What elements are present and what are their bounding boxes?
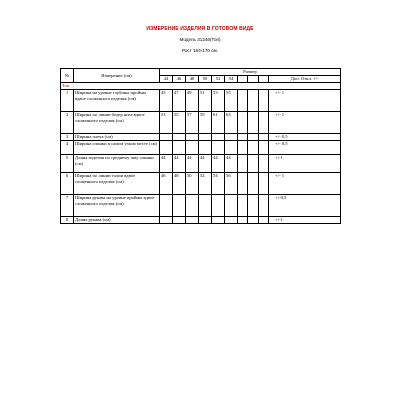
measurement-value-cell xyxy=(212,134,225,141)
measurement-name-cell: Ширина спинки в самом узком месте (см) xyxy=(74,141,160,155)
blank-cell xyxy=(258,155,268,173)
section-label: Топ xyxy=(61,83,341,90)
measurement-value-cell xyxy=(185,217,198,224)
measurement-value-cell: 44 xyxy=(185,155,198,173)
measurement-value-cell xyxy=(212,141,225,155)
measurement-value-cell: 50 xyxy=(185,173,198,195)
blank-cell xyxy=(238,90,248,112)
table-header-row xyxy=(61,69,341,76)
blank-cell xyxy=(248,134,258,141)
tolerance-cell: +/- 0,5 xyxy=(269,134,341,141)
measurement-value-cell: 44 xyxy=(225,155,238,173)
measurement-value-cell: 54 xyxy=(212,173,225,195)
measurement-value-cell xyxy=(172,195,185,217)
blank-header xyxy=(258,76,268,83)
measurement-name-cell: Длина рукава (см) xyxy=(74,217,160,224)
measurement-value-cell: 52 xyxy=(199,173,212,195)
tolerance-cell: +/-1 xyxy=(269,155,341,173)
blank-cell xyxy=(248,141,258,155)
measurement-value-cell: 51 xyxy=(199,90,212,112)
column-header-tolerance: Доп. Откл. +/- xyxy=(269,76,341,83)
measurement-name-cell: Ширина рукава на уровне проймы вдвое сложенного изделия (см) xyxy=(74,195,160,217)
blank-cell xyxy=(238,134,248,141)
measurement-name-cell: Ширина по линии бедер низа вдвое сложенного изделия (см) xyxy=(74,112,160,134)
measurement-value-cell xyxy=(172,217,185,224)
blank-cell xyxy=(248,90,258,112)
row-number-cell: 2 xyxy=(61,112,74,134)
measurement-value-cell: 49 xyxy=(185,90,198,112)
measurement-value-cell xyxy=(185,141,198,155)
row-number-cell: 6 xyxy=(61,173,74,195)
table-row xyxy=(61,90,341,112)
row-number-cell: 8 xyxy=(61,217,74,224)
blank-cell xyxy=(248,155,258,173)
row-number-cell: 7 xyxy=(61,195,74,217)
measurement-value-cell xyxy=(199,141,212,155)
tolerance-cell: +/-1 xyxy=(269,217,341,224)
measurement-value-cell xyxy=(212,217,225,224)
blank-cell xyxy=(238,112,248,134)
table-row xyxy=(61,134,341,141)
measurement-value-cell: 56 xyxy=(225,173,238,195)
measurement-value-cell: 57 xyxy=(185,112,198,134)
measurement-value-cell: 59 xyxy=(199,112,212,134)
size-header: 44 xyxy=(159,76,172,83)
blank-cell xyxy=(238,217,248,224)
measurement-value-cell: 46 xyxy=(159,173,172,195)
measurement-value-cell: 53 xyxy=(212,90,225,112)
tolerance-cell: +/- 0,5 xyxy=(269,141,341,155)
size-header: 52 xyxy=(212,76,225,83)
blank-cell xyxy=(248,217,258,224)
measurement-name-cell: Длина изделия по среднему шву спинки (см) xyxy=(74,155,160,173)
tolerance-cell: +/-0,5 xyxy=(269,195,341,217)
blank-cell xyxy=(248,112,258,134)
blank-cell xyxy=(258,134,268,141)
tolerance-cell: +/- 1 xyxy=(269,173,341,195)
measurement-value-cell xyxy=(199,195,212,217)
blank-cell xyxy=(258,141,268,155)
row-number-cell: 4 xyxy=(61,141,74,155)
measurement-name-cell: Ширина на уровне глубины проймы вдвое сложенного изделия (см) xyxy=(74,90,160,112)
table-row xyxy=(61,195,341,217)
column-header-size: Размер xyxy=(159,69,340,76)
measurement-name-cell: Ширина плеча (см) xyxy=(74,134,160,141)
column-header-number: № xyxy=(61,69,74,83)
measurement-value-cell: 55 xyxy=(225,90,238,112)
measurement-value-cell: 44 xyxy=(199,155,212,173)
measurement-value-cell: 63 xyxy=(225,112,238,134)
table-row xyxy=(61,173,341,195)
tolerance-cell: +/- 1 xyxy=(269,112,341,134)
blank-cell xyxy=(248,173,258,195)
measurement-value-cell xyxy=(185,134,198,141)
measurement-value-cell xyxy=(225,134,238,141)
measurement-value-cell xyxy=(199,217,212,224)
blank-cell xyxy=(248,195,258,217)
blank-cell xyxy=(238,173,248,195)
measurement-value-cell: 61 xyxy=(212,112,225,134)
blank-cell xyxy=(238,155,248,173)
measurement-value-cell: 48 xyxy=(172,173,185,195)
measurement-value-cell xyxy=(159,195,172,217)
measurement-value-cell xyxy=(159,217,172,224)
row-number-cell: 3 xyxy=(61,134,74,141)
height-label: Рост 164-170 см. xyxy=(182,48,218,53)
blank-cell xyxy=(238,195,248,217)
measurement-value-cell xyxy=(199,134,212,141)
blank-cell xyxy=(238,141,248,155)
size-header: 50 xyxy=(199,76,212,83)
blank-cell xyxy=(258,173,268,195)
section-row xyxy=(61,83,341,90)
measurement-table xyxy=(60,68,341,224)
blank-cell xyxy=(258,217,268,224)
blank-header xyxy=(248,76,258,83)
measurement-value-cell: 47 xyxy=(172,90,185,112)
size-header: 54 xyxy=(225,76,238,83)
table-row xyxy=(61,141,341,155)
column-header-measurement: Измерение (см) xyxy=(74,69,160,83)
measurement-value-cell xyxy=(225,195,238,217)
measurement-value-cell xyxy=(172,134,185,141)
blank-cell xyxy=(258,112,268,134)
size-header: 48 xyxy=(185,76,198,83)
model-label: Модель 31246(Топ) xyxy=(179,37,221,42)
measurement-value-cell: 45 xyxy=(159,90,172,112)
measurement-value-cell: 55 xyxy=(172,112,185,134)
blank-header xyxy=(238,76,248,83)
measurement-value-cell xyxy=(185,195,198,217)
measurement-name-cell: Ширина по линии талии вдвое сложенного изделия (см) xyxy=(74,173,160,195)
blank-cell xyxy=(258,90,268,112)
table-row xyxy=(61,155,341,173)
measurement-value-cell: 44 xyxy=(172,155,185,173)
measurement-value-cell xyxy=(172,141,185,155)
measurement-value-cell xyxy=(212,195,225,217)
measurement-value-cell: 44 xyxy=(212,155,225,173)
measurement-value-cell xyxy=(159,141,172,155)
measurement-value-cell: 44 xyxy=(159,155,172,173)
table-row xyxy=(61,217,341,224)
document-title: ИЗМЕРЕНИЕ ИЗДЕЛИЯ В ГОТОВОМ ВИДЕ xyxy=(146,26,254,32)
blank-cell xyxy=(258,195,268,217)
tolerance-cell: +/- 1 xyxy=(269,90,341,112)
table-row xyxy=(61,112,341,134)
measurement-value-cell xyxy=(225,141,238,155)
row-number-cell: 5 xyxy=(61,155,74,173)
measurement-value-cell xyxy=(159,134,172,141)
size-header: 46 xyxy=(172,76,185,83)
measurement-value-cell: 53 xyxy=(159,112,172,134)
measurement-value-cell xyxy=(225,217,238,224)
row-number-cell: 1 xyxy=(61,90,74,112)
